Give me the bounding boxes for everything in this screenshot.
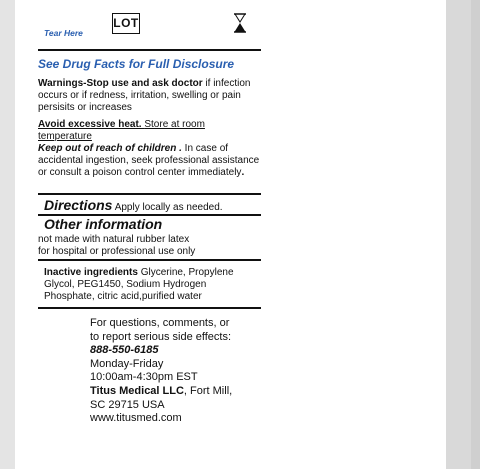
warnings-section — [38, 78, 260, 115]
left-gutter — [0, 0, 15, 469]
lot-symbol: LOT — [112, 13, 140, 34]
inactive-heading: Inactive ingredients — [44, 267, 138, 278]
contact-days: Monday-Friday — [90, 357, 164, 370]
inactive-text: Glycerine, Propylene Glycol, PEG1450, Sodium Hydrogen Phosphate, citric acid,purified water — [44, 267, 234, 303]
other-information-line-1: not made with natural rubber latex — [38, 234, 190, 245]
storage-text: Store at room temperature — [38, 119, 205, 143]
contact-line-2: to report serious side effects: — [90, 330, 232, 343]
tear-here-label: Tear Here — [44, 28, 83, 38]
contact-phone: 888-550-6185 — [90, 344, 159, 357]
see-drug-facts: See Drug Facts for Full Disclosure — [38, 57, 235, 71]
keep-out-end: . — [241, 167, 245, 179]
warnings-text: if infection occurs or if redness, irritation, swelling or pain persisits or increases — [38, 78, 251, 114]
contact-city: , Fort Mill, — [183, 384, 233, 397]
divider — [38, 307, 261, 309]
divider — [38, 193, 261, 195]
contact-state-zip: SC 29715 USA — [90, 398, 165, 411]
keep-out-heading: Keep out of reach of children . — [38, 143, 182, 154]
contact-company-line — [90, 385, 260, 399]
divider — [38, 49, 261, 51]
directions-text: Apply locally as needed. — [112, 202, 223, 213]
warnings-heading: Warnings-Stop use and ask doctor — [38, 78, 203, 89]
storage-heading: Avoid excessive heat. — [38, 119, 145, 130]
expiration-hourglass-icon — [233, 13, 247, 33]
other-information-heading: Other information — [44, 216, 163, 232]
contact-line-1: For questions, comments, or — [90, 317, 230, 329]
directions-section — [44, 197, 223, 213]
contact-hours: 10:00am-4:30pm EST — [90, 371, 198, 384]
contact-company: Titus Medical LLC — [90, 384, 184, 397]
inactive-ingredients-section — [44, 267, 254, 304]
contact-block — [90, 317, 260, 426]
keep-out-section — [38, 143, 260, 180]
divider — [38, 259, 261, 261]
directions-heading: Directions — [44, 197, 113, 213]
contact-website: www.titusmed.com — [90, 412, 182, 425]
keep-out-text: In case of accidental ingestion, seek professional assistance or consult a poison control center immediately — [38, 143, 260, 179]
storage-section — [38, 119, 260, 143]
scrollbar[interactable] — [471, 0, 480, 469]
other-information-line-2: for hospital or professional use only — [38, 246, 196, 257]
